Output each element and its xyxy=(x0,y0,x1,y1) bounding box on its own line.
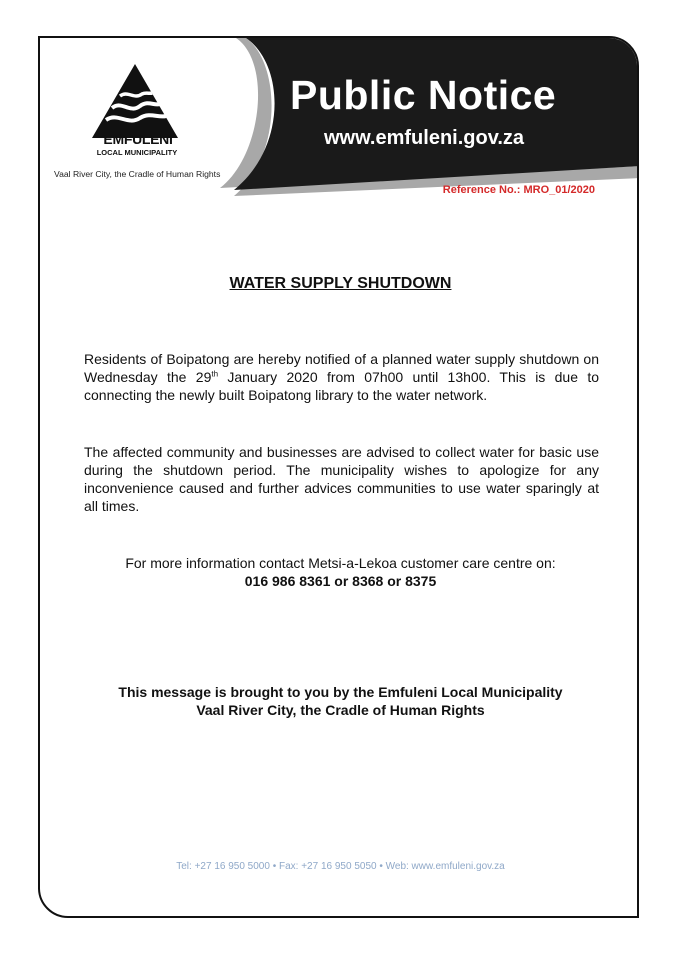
contact-block xyxy=(40,554,639,590)
banner-url: www.emfuleni.gov.za xyxy=(324,127,525,149)
paragraph-1-start: Residents of Boipatong are hereby notified of a planned water supply shutdown on Wednesday the 29 xyxy=(84,351,599,385)
logo-subtitle: LOCAL MUNICIPALITY xyxy=(96,148,178,157)
logo-name: EMFULENI xyxy=(103,131,173,147)
closing-block xyxy=(40,683,639,719)
notice-page xyxy=(38,36,639,918)
footer-contact: Tel: +27 16 950 5000 • Fax: +27 16 950 5050 • Web: www.emfuleni.gov.za xyxy=(176,861,505,872)
contact-line: For more information contact Metsi-a-Lekoa customer care centre on: xyxy=(125,555,556,571)
closing-line-1: This message is brought to you by the Emfuleni Local Municipality xyxy=(118,684,563,700)
reference-number: Reference No.: MRO_01/2020 xyxy=(442,184,595,196)
closing-line-2: Vaal River City, the Cradle of Human Rights xyxy=(196,702,485,718)
emfuleni-logo-icon xyxy=(90,62,180,140)
ordinal-suffix: th xyxy=(211,369,219,379)
notice-paragraph-1 xyxy=(84,350,599,404)
contact-numbers: 016 986 8361 or 8368 or 8375 xyxy=(244,573,437,589)
paragraph-1-end: January 2020 from 07h00 until 13h00. This is due to connecting the newly built Boipatong library to the water network. xyxy=(84,369,599,403)
notice-heading: WATER SUPPLY SHUTDOWN xyxy=(229,275,452,292)
notice-paragraph-2: The affected community and businesses are advised to collect water for basic use during the shutdown period. The municipality wishes to apologize for any inconvenience caused and further advices communities to use water sparingly at all times. xyxy=(84,444,599,514)
banner-title: Public Notice xyxy=(290,72,557,118)
header-tagline: Vaal River City, the Cradle of Human Rights xyxy=(54,169,221,179)
